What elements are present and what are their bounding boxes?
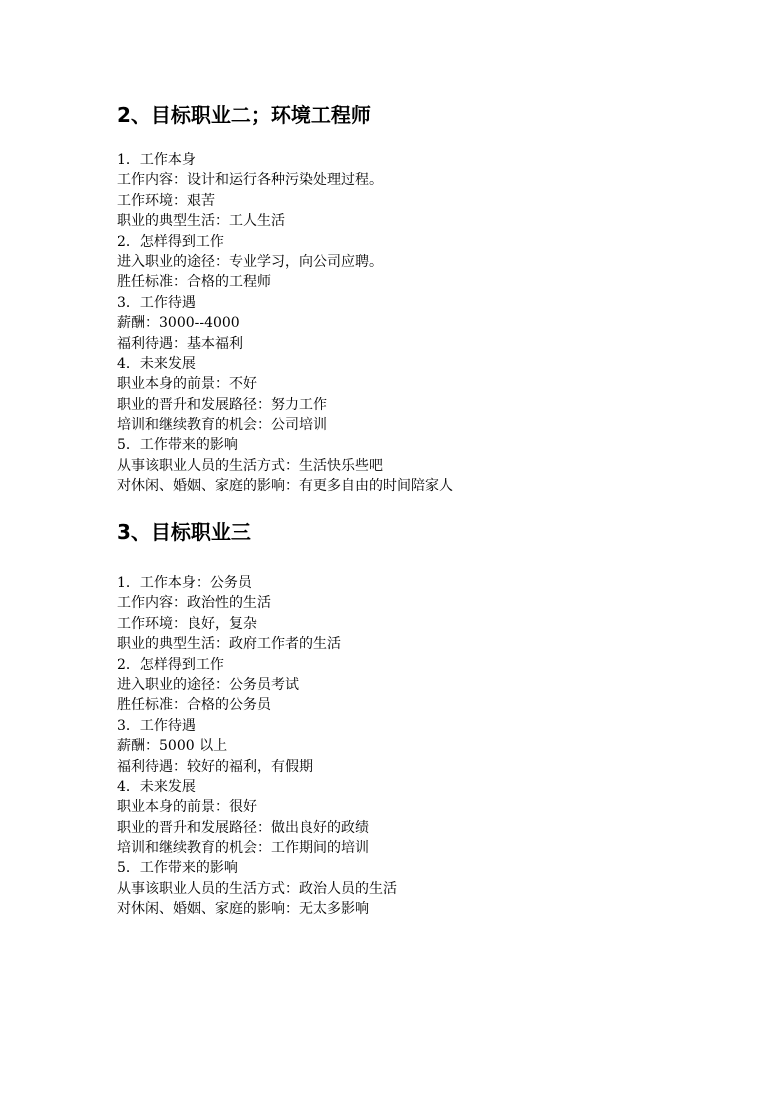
section-heading: 2、目标职业二；环境工程师 <box>117 103 371 127</box>
subheading-impact: 5．工作带来的影响 <box>117 860 238 877</box>
subheading-work-itself: 1．工作本身 <box>117 152 196 168</box>
text-line: 工作环境：艰苦 <box>117 192 215 209</box>
text-line: 工作环境：良好，复杂 <box>117 615 257 632</box>
text-line: 职业的典型生活：政府工作者的生活 <box>117 636 341 653</box>
subheading-getting-job: 2．怎样得到工作 <box>117 233 224 250</box>
text-line: 进入职业的途径：专业学习，向公司应聘。 <box>117 253 383 270</box>
section-body <box>117 573 737 920</box>
section-heading: 3、目标职业三 <box>117 520 251 544</box>
text-line: 胜任标准：合格的公务员 <box>117 697 271 714</box>
text-line: 胜任标准：合格的工程师 <box>117 274 271 291</box>
subheading-impact: 5．工作带来的影响 <box>117 437 238 454</box>
subheading-future: 4．未来发展 <box>117 355 196 372</box>
section-target-career-2 <box>117 102 737 497</box>
text-line: 培训和继续教育的机会：工作期间的培训 <box>117 840 369 857</box>
text-line: 职业的典型生活：工人生活 <box>117 213 285 230</box>
subheading-compensation: 3．工作待遇 <box>117 717 196 734</box>
text-line: 职业本身的前景：不好 <box>117 376 257 393</box>
text-line: 薪酬：5000 以上 <box>117 738 228 755</box>
subheading-future: 4．未来发展 <box>117 778 196 795</box>
section-target-career-3 <box>117 519 737 920</box>
text-line: 进入职业的途径：公务员考试 <box>117 676 299 693</box>
text-line: 培训和继续教育的机会：公司培训 <box>117 417 327 434</box>
text-line: 职业本身的前景：很好 <box>117 799 257 816</box>
text-line: 从事该职业人员的生活方式：政治人员的生活 <box>117 880 397 897</box>
text-line: 从事该职业人员的生活方式：生活快乐些吧 <box>117 457 383 474</box>
text-line: 工作内容：设计和运行各种污染处理过程。 <box>117 172 383 189</box>
text-line: 福利待遇：较好的福利，有假期 <box>117 758 313 775</box>
text-line: 职业的晋升和发展路径：努力工作 <box>117 396 327 413</box>
text-line: 职业的晋升和发展路径：做出良好的政绩 <box>117 819 369 836</box>
subheading-getting-job: 2．怎样得到工作 <box>117 656 224 673</box>
text-line: 工作内容：政治性的生活 <box>117 595 271 612</box>
text-line: 福利待遇：基本福利 <box>117 335 243 352</box>
section-body <box>117 150 737 497</box>
text-line: 对休闲、婚姻、家庭的影响：无太多影响 <box>117 901 369 918</box>
text-line: 对休闲、婚姻、家庭的影响：有更多自由的时间陪家人 <box>117 478 453 495</box>
subheading-work-itself: 1．工作本身：公务员 <box>117 575 252 591</box>
text-line: 薪酬：3000--4000 <box>117 315 240 332</box>
subheading-compensation: 3．工作待遇 <box>117 294 196 311</box>
